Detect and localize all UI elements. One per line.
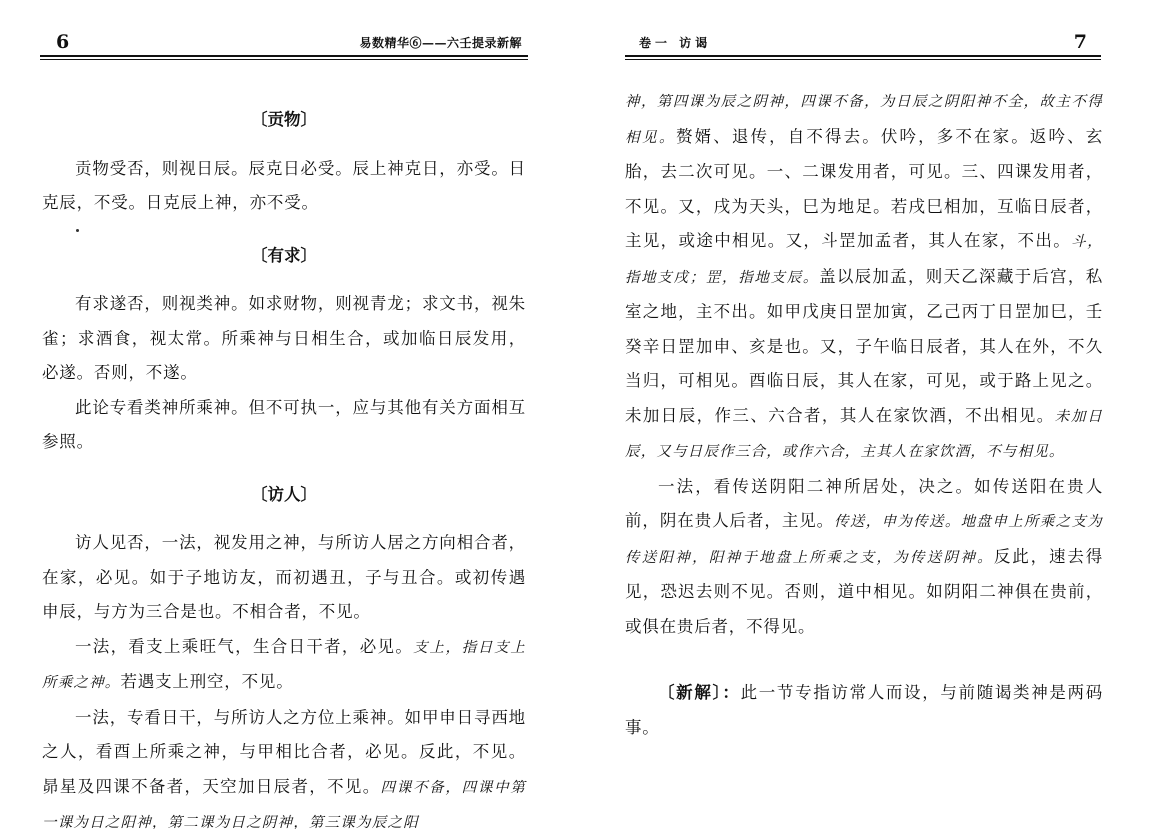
right-p1-note-a: 神，第四课为辰之阴神，四课不备，为日辰之阴阳神不全，故主不得相见。	[625, 94, 1103, 146]
right-page-number: 7	[1073, 31, 1087, 53]
fangren-paragraph-3	[42, 701, 526, 829]
fangren-p3-note: 四课不备，四课中第一课为日之阳神，第二课为日之阴神，第三课为辰之阳	[42, 779, 526, 829]
xinjie-paragraph	[625, 676, 1103, 745]
right-header-rule-thick	[625, 55, 1101, 57]
left-header-title: 易数精华⑥——六壬提录新解	[359, 36, 522, 50]
right-paragraph-1	[625, 84, 1103, 470]
right-body	[625, 84, 1103, 745]
right-running-header	[625, 30, 1101, 56]
fangren-p2-tail: 若遇支上刑空，不见。	[120, 672, 294, 691]
right-p1-note-b: 斗，指地支戌；罡，指地支辰。	[625, 234, 1104, 286]
fangren-paragraph-2	[42, 630, 526, 701]
left-header-rule-thick	[40, 55, 528, 57]
section-heading-gongwu: 〔贡物〕	[251, 110, 317, 129]
xinjie-label: 〔新解〕：	[658, 683, 741, 702]
right-p2-note: 传送，申为传送。地盘申上所乘之支为传送阳神，阳神于地盘上所乘之支，为传送阴神。	[625, 514, 1103, 566]
left-body	[42, 103, 526, 829]
fangren-p2-note: 支上，指日支上所乘之神。	[42, 639, 526, 691]
fangren-p2-text: 一法，看支上乘旺气，生合日干者，必见。	[75, 636, 414, 656]
youqiu-paragraph-2: 此论专看类神所乘神。但不可执一，应与其他有关方面相互参照。	[42, 397, 526, 451]
left-running-header	[40, 30, 528, 56]
fangren-p3-text: 一法，专看日干，与所访人之方位上乘神。如甲申日寻西地之人，看酉上所乘之神，与甲相比合者，必见。反此，不见。昴星及四课不备者，天空加日辰者，不见。	[42, 707, 526, 796]
section-heading-fangren: 〔访人〕	[251, 484, 317, 504]
right-header-rule-thin	[625, 59, 1101, 60]
left-header-rule-thin	[40, 59, 528, 60]
right-paragraph-2	[625, 470, 1103, 645]
section-heading-youqiu: 〔有求〕	[251, 245, 317, 265]
gongwu-paragraph: 贡物受否，则视日辰。辰克日必受。辰上神克日，亦受。日克辰，不受。日克辰上神，亦不受。	[42, 158, 526, 212]
right-p2-text-a: 一法，看传送阴阳二神所居处，决之。如传送阳在贵人前，阴在贵人后者，主见。	[625, 476, 1103, 530]
youqiu-paragraph-1: 有求遂否，则视类神。如求财物，则视青龙；求文书，视朱雀；求酒食，视太常。所乘神与日相生合，或加临日辰发用，必遂。否则，不遂。	[42, 294, 526, 382]
right-p1-note-c: 未加日辰，又与日辰作三合，或作六合，主其人在家饮酒，不与相见。	[625, 408, 1103, 460]
right-p1-text-a: 赘婿、退传，自不得去。伏吟，多不在家。返吟、玄胎，去二次可见。一、二课发用者，可见。三、四课发用者，不见。又，戌为天头，巳为地足。若戌巳相加，互临日辰者，主见，或途中相见。又，斗罡加孟者，其人在家，不出。	[625, 126, 1103, 250]
right-p2-text-b: 反此，速去得见，恐迟去则不见。否则，道中相见。如阴阳二神俱在贵前，或俱在贵后者，不得见。	[625, 546, 1103, 636]
right-header-title: 卷一 访谒	[639, 36, 712, 50]
right-p1-text-b: 盖以辰加孟，则天乙深藏于后宫，私室之地，主不出。如甲戊庚日罡加寅，乙己丙丁日罡加巳，壬癸辛日罡加申、亥是也。又，子午临日辰者，其人在外，不久当归，可相见。酉临日辰，其人在家，可见，或于路上见之。未加日辰，作三、六合者，其人在家饮酒，不出相见。	[625, 266, 1103, 425]
xinjie-text: 此一节专指访常人而设，与前随谒类神是两码事。	[625, 683, 1104, 737]
left-page-number: 6	[56, 31, 70, 53]
fangren-paragraph-1: 访人见否，一法，视发用之神，与所访人居之方向相合者，在家，必见。如于子地访友，而初遇丑，子与丑合。或初传遇申辰，与方为三合是也。不相合者，不见。	[42, 533, 526, 621]
right-page	[583, 0, 1166, 829]
